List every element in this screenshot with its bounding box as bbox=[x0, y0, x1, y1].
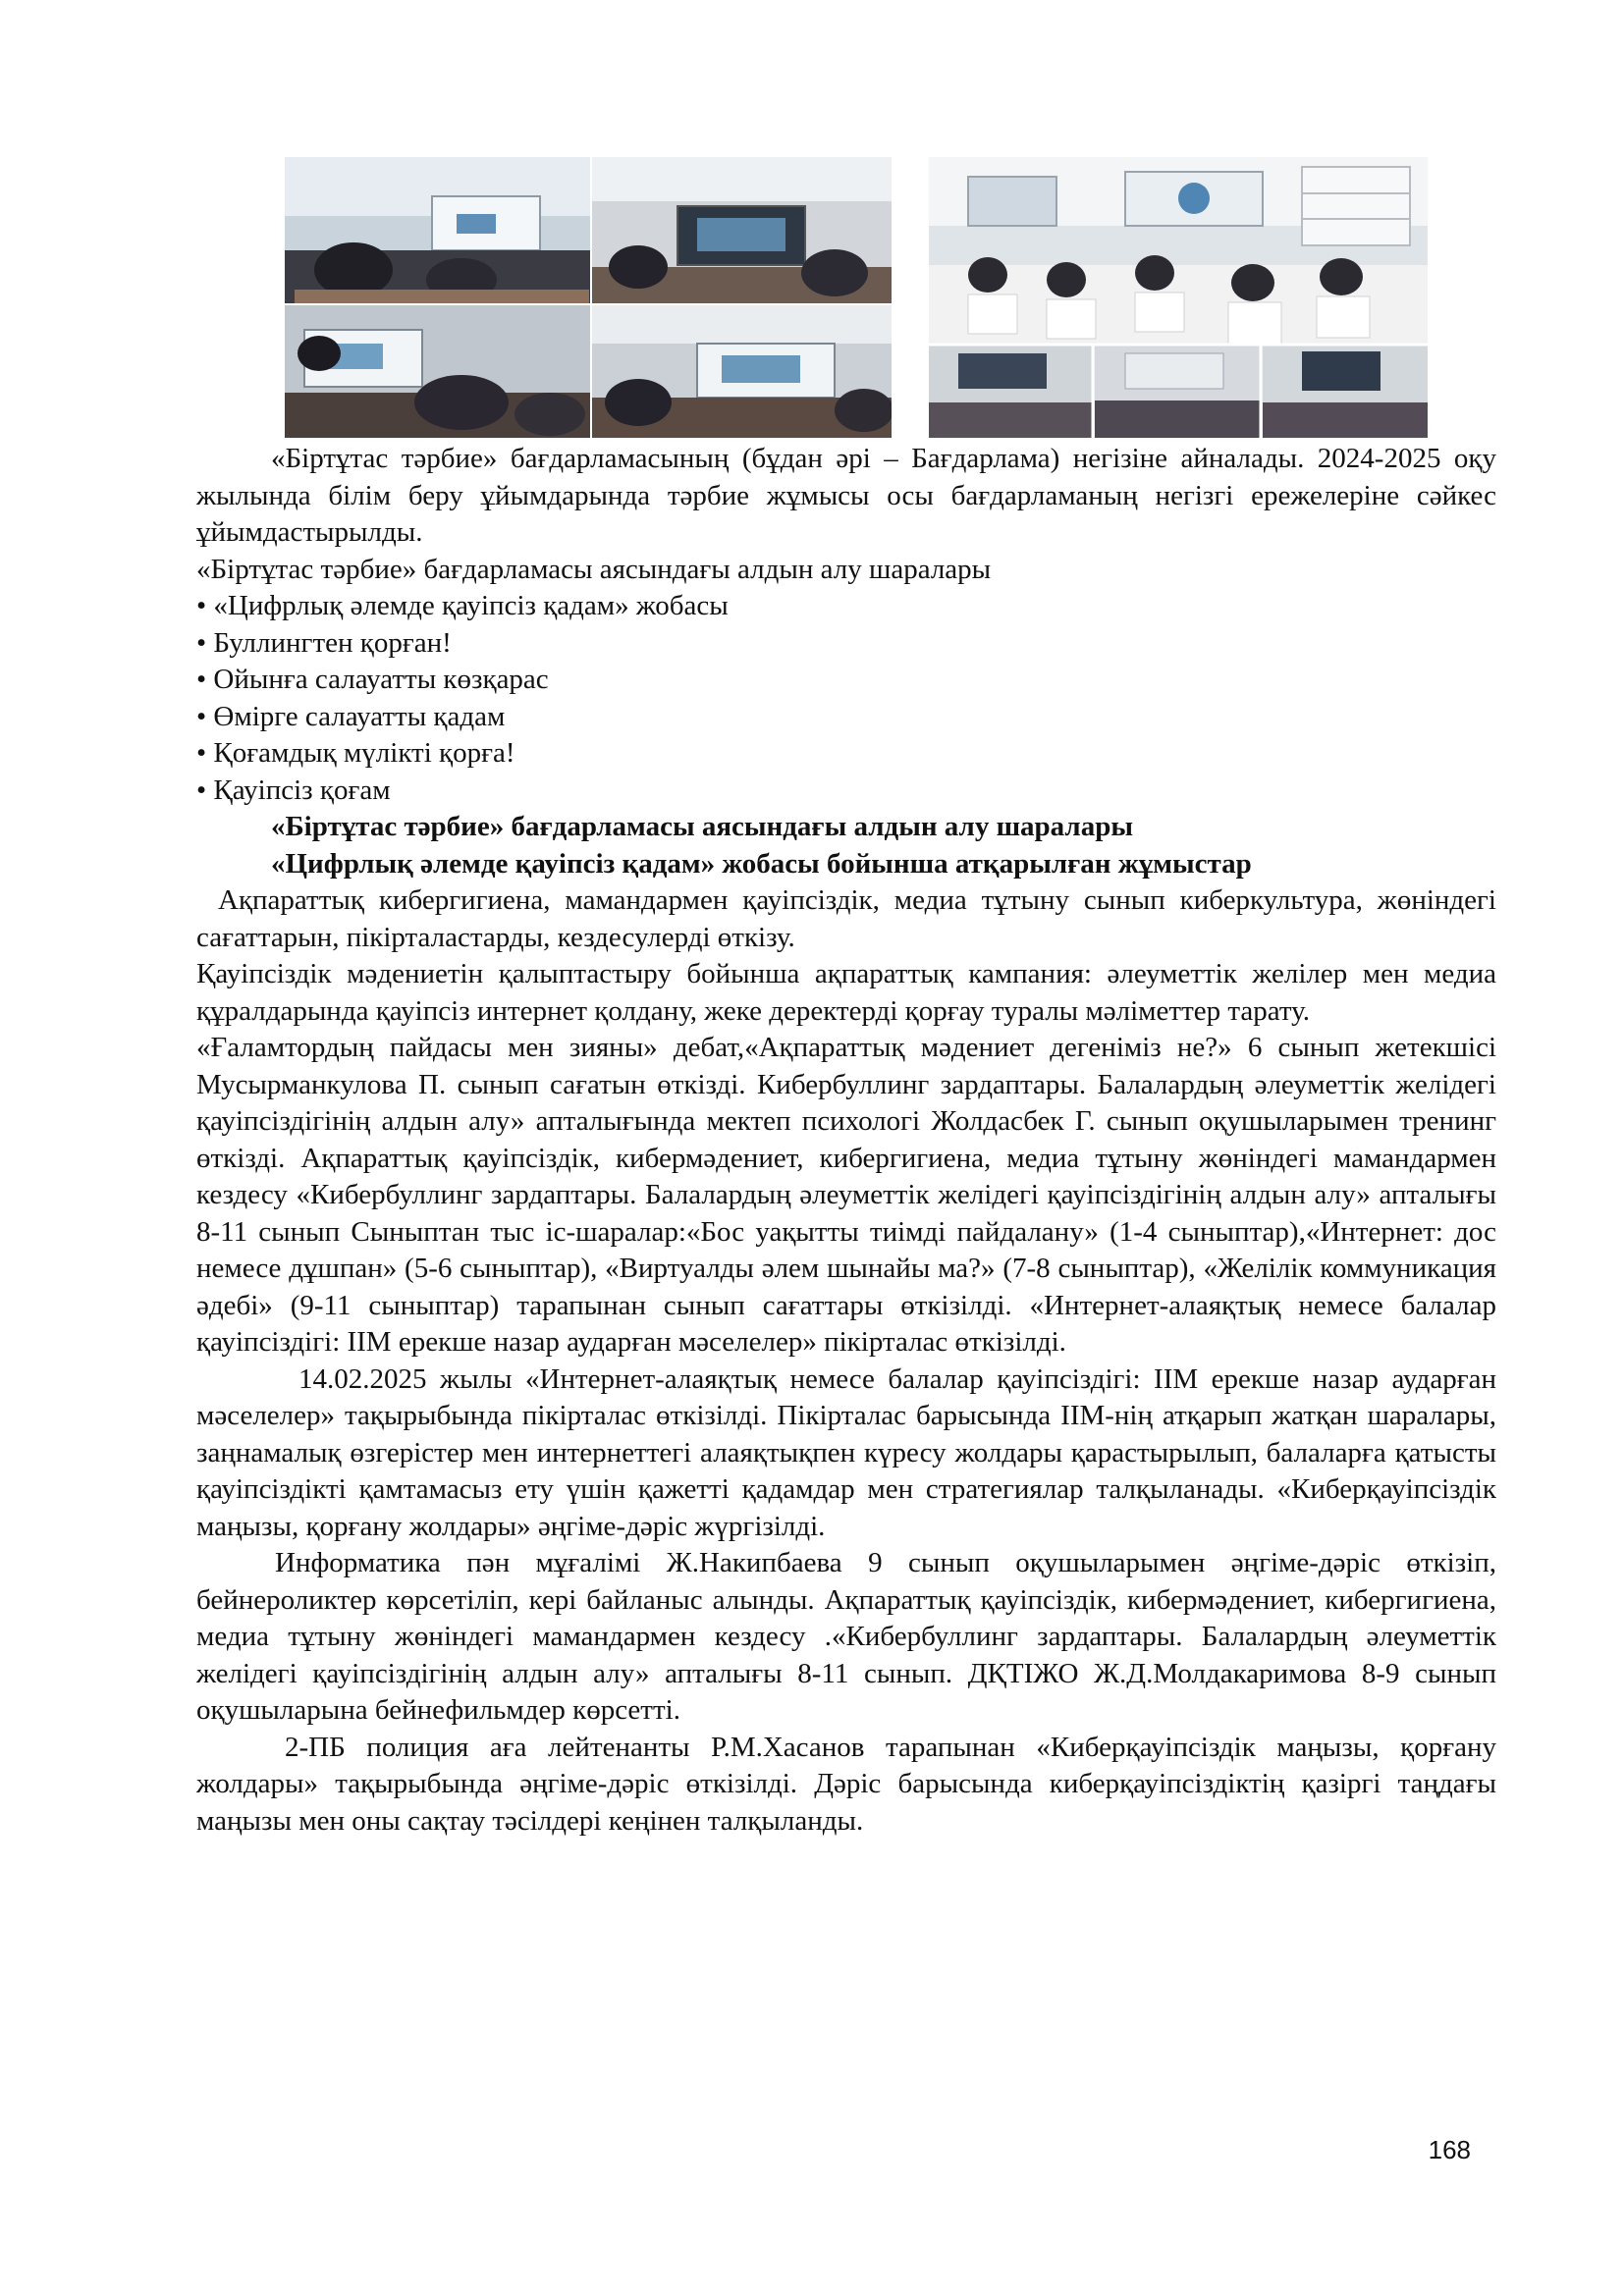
classroom-photo-collage-right bbox=[929, 157, 1428, 438]
prevention-list bbox=[196, 588, 1496, 809]
cyber-hygiene-paragraph: Ақпараттық кибергигиена, мамандармен қауіпсіздік, медиа тұтыну сынып киберкультура, жөніндегі сағаттарын, пікірталастарды, кездесулерді өткізу. bbox=[196, 884, 1496, 953]
list-item: • Ойынға салауатты көзқарас bbox=[196, 662, 1496, 699]
list-item: • Өмірге салауатты қадам bbox=[196, 699, 1496, 736]
page-number: 168 bbox=[1428, 2135, 1471, 2164]
classroom-photos-right-image bbox=[929, 157, 1428, 438]
campaign-paragraph: Қауіпсіздік мәдениетін қалыптастыру бойынша ақпараттық кампания: әлеуметтік желілер мен медиа құралдарында қауіпсіз интернет қолдану, жеке деректерді қорғау туралы мәліметтер тарату. bbox=[196, 958, 1496, 1027]
prevention-list-title: «Біртұтас тәрбие» бағдарламасы аясындағы алдын алу шаралары bbox=[196, 553, 992, 585]
document-body bbox=[196, 441, 1496, 1840]
debate-paragraph: «Ғаламтордың пайдасы мен зияны» дебат,«Ақпараттық мәдениет дегеніміз не?» 6 сынып жетекшісі Мусырманкулова П. сынып сағатын өткізді. Кибербуллинг зардаптары. Балалардың әлеуметтік желідегі қауіпсіздігінің алдын алу» апталығында мектеп психологі Жолдасбек Г. сынып оқушыларымен тренинг өткізді. Ақпараттық қауіпсіздік, кибермәдениет, кибергигиена, медиа тұтыну жөніндегі мамандармен кездесу «Кибербуллинг зардаптары. Балалардың әлеуметтік желідегі қауіпсіздігінің алдын алу» апталығы 8-11 сынып Сыныптан тыс іс-шаралар:«Бос уақытты тиімді пайдалану» (1-4 сыныптар),«Интернет: дос немесе дұшпан» (5-6 сыныптар), «Виртуалды әлем шынайы ма?» (7-8 сыныптар), «Желілік коммуникация әдебі» (9-11 сыныптар) тарапынан сынып сағаттары өткізілді. «Интернет-алаяқтық немесе балалар қауіпсіздігі: ІІМ ерекше назар аударған мәселелер» пікірталас өткізілді. bbox=[196, 1032, 1496, 1358]
classroom-photo-collage-left bbox=[285, 157, 892, 438]
classroom-photos-left-image bbox=[285, 157, 892, 438]
section-heading-program: «Біртұтас тәрбие» бағдарламасы аясындағы алдын алу шаралары bbox=[271, 811, 1133, 842]
list-item: • Қоғамдық мүлікті қорға! bbox=[196, 735, 1496, 773]
informatics-paragraph: Информатика пән мұғалімі Ж.Накипбаева 9 сынып оқушыларымен әңгіме-дәріс өткізіп, бейнероликтер көрсетіліп, кері байланыс алынды. Ақпараттық қауіпсіздік, кибермәдениет, кибергигиена, медиа тұтыну жөніндегі мамандармен кездесу .«Кибербуллинг зардаптары. Балалардың әлеуметтік желідегі қауіпсіздігінің алдын алу» апталығы 8-11 сынып. ДҚТІЖО Ж.Д.Молдакаримова 8-9 сынып оқушыларына бейнефильмдер көрсетті. bbox=[196, 1547, 1496, 1726]
police-paragraph: 2-ПБ полиция аға лейтенанты Р.М.Хасанов тарапынан «Киберқауіпсіздік маңызы, қорғану жолдары» тақырыбында әңгіме-дәріс өткізілді. Дәріс барысында киберқауіпсіздіктің қазіргі таңдағы маңызы мен оны сақтау тәсілдері кеңінен талқыланды. bbox=[196, 1731, 1496, 1837]
list-item: • «Цифрлық әлемде қауіпсіз қадам» жобасы bbox=[196, 588, 1496, 625]
intro-paragraph: «Біртұтас тәрбие» бағдарламасының (бұдан әрі – Бағдарлама) негізіне айналады. 2024-2025 оқу жылында білім беру ұйымдарында тәрбие жұмысы осы бағдарламаның негізгі ережелеріне сәйкес ұйымдастырылды. bbox=[196, 443, 1496, 548]
list-item: • Буллингтен қорған! bbox=[196, 625, 1496, 663]
section-heading-project: «Цифрлық әлемде қауіпсіз қадам» жобасы бойынша атқарылған жұмыстар bbox=[271, 847, 1252, 880]
list-item: • Қауіпсіз қоғам bbox=[196, 773, 1496, 810]
date-paragraph: 14.02.2025 жылы «Интернет-алаяқтық немесе балалар қауіпсіздігі: ІІМ ерекше назар аударған мәселелер» тақырыбында пікірталас өткізілді. Пікірталас барысында ІІМ-нің атқарып жатқан шаралары, заңнамалық өзгерістер мен интернеттегі алаяқтықпен күресу жолдары қарастырылып, балаларға қатысты қауіпсіздікті қамтамасыз ету үшін қажетті қадамдар мен стратегиялар талқыланады. «Киберқауіпсіздік маңызы, қорғану жолдары» әңгіме-дәріс жүргізілді. bbox=[196, 1362, 1496, 1542]
